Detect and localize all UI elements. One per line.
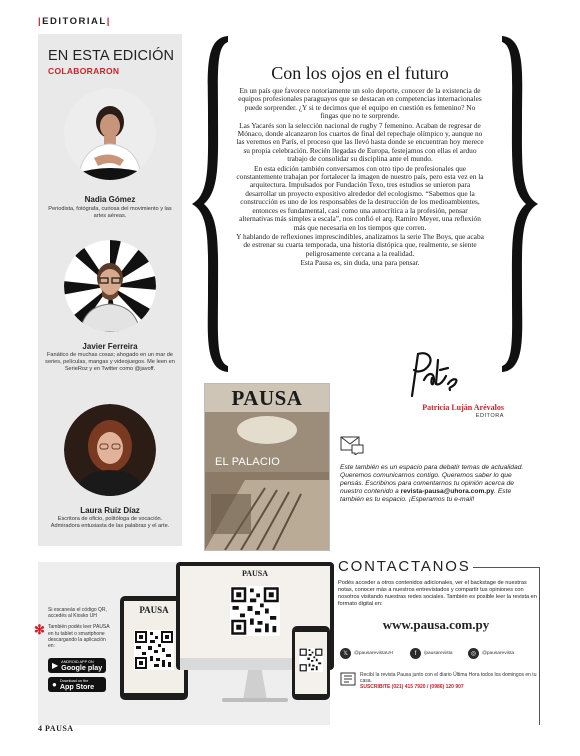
kiosk-text: Si escaneás el código QR, accedés al Kiosko UH También podés leer PAUSA en tu tablet o smartphone descargando la aplicación en: bbox=[48, 607, 110, 650]
app-store-button[interactable]: ● Download on the App Store bbox=[48, 677, 106, 692]
smartphone-device bbox=[292, 626, 330, 700]
tablet-logo: PAUSA bbox=[139, 605, 169, 615]
right-brace-icon bbox=[500, 34, 540, 374]
subscribe-phones: (021) 415 7920 / (0986) 120 907 bbox=[391, 684, 464, 691]
asterisk-icon: ✻ bbox=[34, 622, 45, 637]
sidebar-subtitle: COLABORARON bbox=[48, 66, 120, 76]
editorial-paragraph: Esta Pausa es, sin duda, una para pensar. bbox=[300, 258, 420, 268]
editorial-paragraph: En un país que favorece notoriamente un solo deporte, conocer de la existencia de equipos profesionales paraguayos que se destacan en competencias internacionales puede sorprender. ¿Y si te decimos que el equipo en cuestión es femenino? No fingas que no te sorprende. bbox=[238, 86, 482, 121]
website-link[interactable]: www.pausa.com.py bbox=[382, 617, 490, 632]
divider bbox=[539, 567, 540, 725]
left-brace-icon bbox=[190, 34, 230, 374]
contributor-bio-3: Escritora de oficio, politóloga de vocación. Admiradora entusiasta de las palabras y el arte. bbox=[50, 516, 170, 530]
contact-email[interactable]: revista-pausa@uhora.com.py bbox=[400, 488, 495, 496]
instagram-icon: ◎ bbox=[468, 648, 479, 659]
signature bbox=[404, 350, 460, 400]
editorial-paragraph: En esta edición también conversamos con otro tipo de profesionales que constantemente trabajan por fortalecer la imagen de nuestro país, pero esta vez en la arquitectura. Impulsados por Fundación Texo, tres estudios se unieron para desarrollar un proyecto expositivo alrededor del ecologismo. “Sabemos que la construcción es uno de los responsables de la destrucción de los medioambientes, entonces es fundamental, casi como una autocrítica a la profesión, pensar alternativas más simples a escala”, nos confió el arq. Ramiro Meyer, una reflexión más que necesaria en los tiempos que corren. bbox=[236, 163, 484, 232]
editor-role: EDITORA bbox=[475, 413, 504, 419]
cover-logo: PAUSA bbox=[231, 386, 303, 410]
contributor-bio-1: Periodista, fotógrafa, curiosa del movimiento y las artes aéreas. bbox=[48, 206, 172, 220]
monitor-base bbox=[222, 698, 288, 702]
newspaper-icon bbox=[340, 672, 356, 686]
contributor-name-3: Laura Ruiz Díaz bbox=[80, 506, 140, 515]
reader-invitation: Este también es un espacio para debatir temas de actualidad. Queremos comunicarnos contigo. Queremos saber lo que pensás. Escribinos para comentarnos tu opinión acerca de nuestro contenido a revista-pausa@uhora.com.py. Este también es tu espacio. ¡Esperamos tu e-mail! bbox=[340, 464, 524, 504]
avatar-laura bbox=[64, 404, 156, 496]
editor-name: Patricia Luján Arévalos bbox=[422, 403, 504, 412]
cover-headline: EL PALACIO bbox=[215, 456, 280, 468]
social-twitter[interactable]: 𝕏 @pausarevistaUH bbox=[340, 648, 393, 659]
footer-brand: PAUSA bbox=[45, 724, 74, 733]
subscription-info: Recibí la revista Pausa junto con el diario Última Hora todos los domingos en tu casa. SUSCRIBITE (021) 415 7920 / (0986) 120 907 bbox=[360, 672, 537, 691]
apple-icon: ● bbox=[52, 680, 57, 689]
editorial-title: Con los ojos en el futuro bbox=[271, 63, 449, 83]
contributor-name-1: Nadia Gómez bbox=[84, 195, 136, 204]
qr-code-icon bbox=[230, 586, 280, 636]
page-number: 4 bbox=[38, 724, 43, 733]
contributor-name-2: Javier Ferreira bbox=[82, 342, 138, 351]
subscribe-label: SUSCRIBITE bbox=[360, 684, 391, 691]
contact-title: CONTACTANOS bbox=[338, 558, 471, 575]
editorial-body bbox=[236, 87, 484, 269]
sidebar-title: EN ESTA EDICIÓN bbox=[48, 48, 175, 64]
facebook-icon: f bbox=[410, 648, 421, 659]
monitor-logo: PAUSA bbox=[241, 569, 269, 578]
magazine-cover bbox=[204, 383, 330, 551]
qr-code-icon bbox=[299, 648, 323, 672]
qr-code-icon bbox=[134, 630, 174, 670]
avatar-javier bbox=[64, 240, 156, 332]
section-tag: |EDITORIAL| bbox=[38, 16, 111, 27]
divider bbox=[473, 567, 539, 568]
avatar-nadia bbox=[64, 88, 156, 180]
social-instagram[interactable]: ◎ @pausarevista bbox=[468, 648, 514, 659]
envelope-icon bbox=[340, 433, 364, 455]
social-facebook[interactable]: f /pausarevista bbox=[410, 648, 453, 659]
google-play-icon: ▶ bbox=[52, 661, 59, 670]
contact-text: Podés acceder a otros contenidos adicionales, ver el backstage de nuestras notas, conocer más a nuestros entrevistados y compartir tus opiniones con nosotros visitando nuestras redes sociales. También es posible leer la revista en formato digital en: bbox=[338, 580, 537, 607]
editorial-paragraph: Las Yacarés son la selección nacional de rugby 7 femenino. Acaban de regresar de Mónaco, donde alcanzaron los cuartos de final del repechaje olímpico y, aunque no las veremos en París, el proceso que las llevó hasta donde se encuentran hoy merece su propia celebración. Recién llegadas de Europa, festejamos con ellas el arduo trabajo de consolidar su disciplina ante el mundo. bbox=[236, 120, 484, 164]
page-footer bbox=[38, 724, 74, 733]
editorial-paragraph: Y hablando de reflexiones imprescindibles, analizamos la serie The Boys, que acaba de estrenar su cuarta temporada, una historia distópica que, realmente, se siente peligrosamente cercana a la realidad. bbox=[236, 231, 484, 258]
contributor-bio-2: Fanático de muchas cosas; ahogado en un mar de series, películas, mangas y videojuegos. Me leen en SerieRoz y en Twitter como @javoff. bbox=[45, 352, 175, 373]
google-play-button[interactable]: ▶ ANDROID APP ON Google play bbox=[48, 658, 106, 673]
x-icon: 𝕏 bbox=[340, 648, 351, 659]
